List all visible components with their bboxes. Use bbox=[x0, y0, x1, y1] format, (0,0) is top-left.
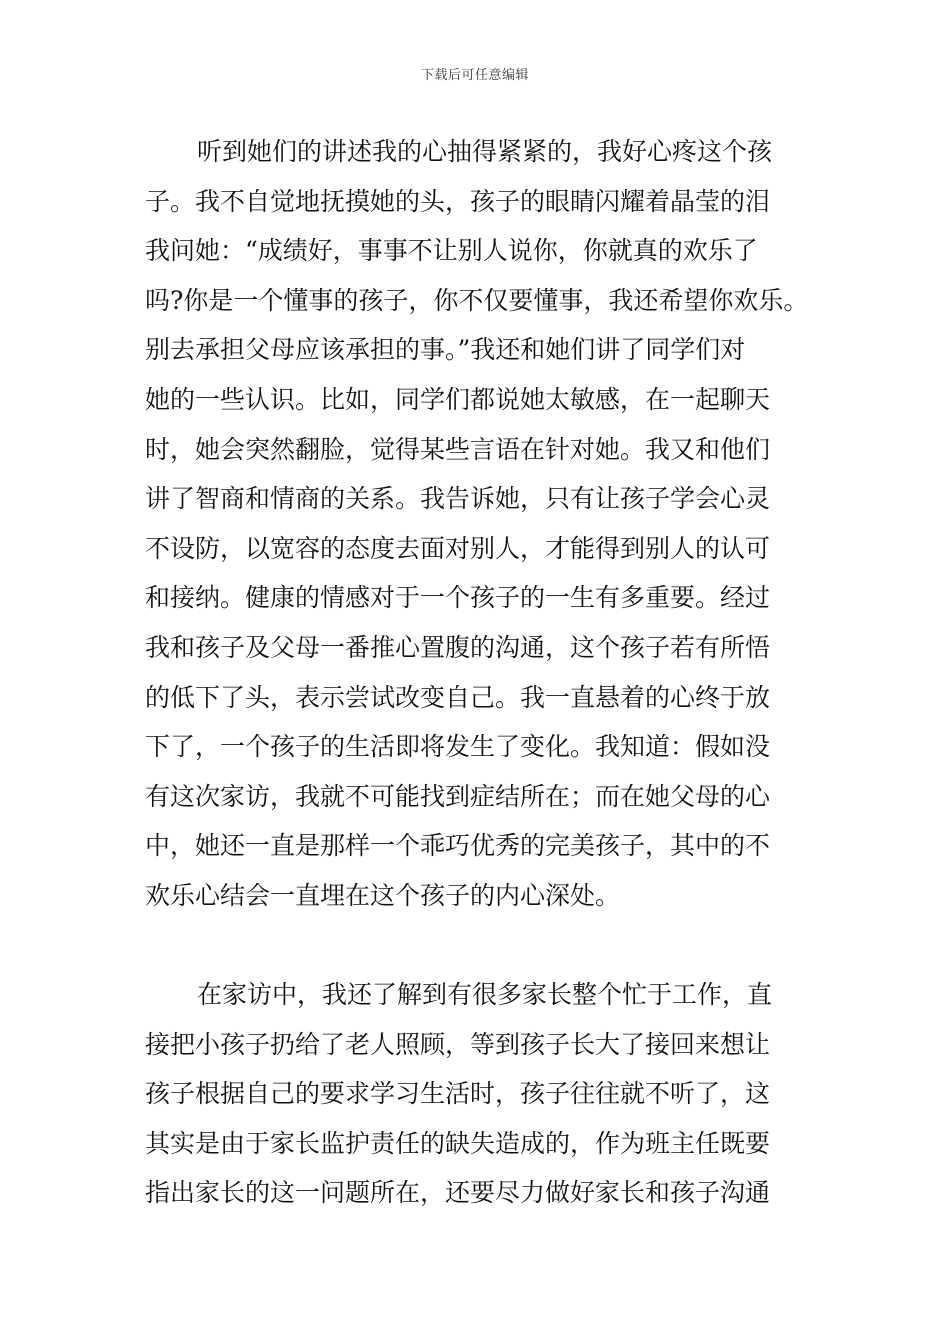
page-header-note: 下载后可任意编辑 bbox=[420, 68, 529, 83]
text-line: 的低下了头，表示尝试改变自己。我一直悬着的心终于放 bbox=[145, 682, 771, 712]
paragraph-2 bbox=[145, 970, 825, 1218]
text-line: 孩子根据自己的要求学习生活时，孩子往往就不听了，这 bbox=[145, 1079, 771, 1109]
text-line: 欢乐心结会一直埋在这个孩子的内心深处。 bbox=[145, 880, 621, 910]
text-line: 其实是由于家长监护责任的缺失造成的，作为班主任既要 bbox=[145, 1128, 771, 1158]
text-line: 我问她：“成绩好，事事不让别人说你，你就真的欢乐了 bbox=[145, 236, 758, 266]
text-line: 她的一些认识。比如，同学们都说她太敏感，在一起聊天 bbox=[145, 384, 771, 414]
text-line: 有这次家访，我就不可能找到症结所在；而在她父母的心 bbox=[145, 781, 771, 811]
text-line: 时，她会突然翻脸，觉得某些言语在针对她。我又和他们 bbox=[145, 434, 771, 464]
text-line: 中，她还一直是那样一个乖巧优秀的完美孩子，其中的不 bbox=[145, 831, 771, 861]
text-line: 在家访中，我还了解到有很多家长整个忙于工作，直 bbox=[197, 980, 773, 1009]
text-line: 子。我不自觉地抚摸她的头，孩子的眼睛闪耀着晶莹的泪 bbox=[145, 186, 771, 216]
text-line: 别去承担父母应该承担的事。”我还和她们讲了同学们对 bbox=[145, 335, 746, 365]
text-line: 讲了智商和情商的关系。我告诉她，只有让孩子学会心灵 bbox=[145, 484, 771, 514]
text-line: 听到她们的讲述我的心抽得紧紧的，我好心疼这个孩 bbox=[197, 137, 773, 166]
text-line: 和接纳。健康的情感对于一个孩子的一生有多重要。经过 bbox=[145, 583, 771, 613]
text-line: 下了，一个孩子的生活即将发生了变化。我知道：假如没 bbox=[145, 732, 771, 762]
text-line: 接把小孩子扔给了老人照顾，等到孩子长大了接回来想让 bbox=[145, 1029, 771, 1059]
text-line: 我和孩子及父母一番推心置腹的沟通，这个孩子若有所悟 bbox=[145, 632, 771, 662]
paragraph-1 bbox=[145, 127, 825, 921]
text-line: 指出家长的这一问题所在，还要尽力做好家长和孩子沟通 bbox=[145, 1178, 771, 1208]
text-line: 不设防，以宽容的态度去面对别人，才能得到别人的认可 bbox=[145, 533, 771, 563]
text-line: 吗?你是一个懂事的孩子，你不仅要懂事，我还希望你欢乐。 bbox=[145, 285, 809, 315]
